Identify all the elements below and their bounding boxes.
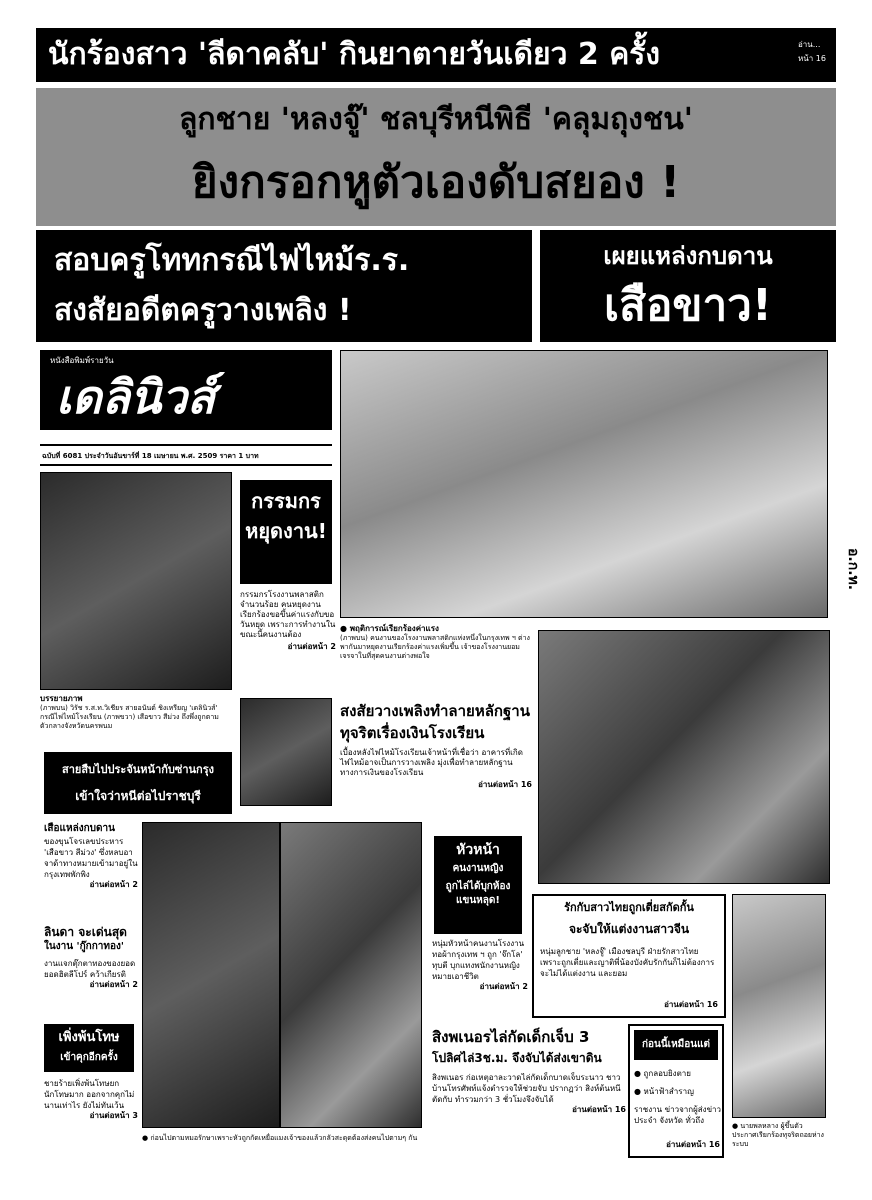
portrait-caption-text: (ภาพบน) วิรัช ร.ส.ท.วิเชียร สายอนันต์ ชิงเหรียญ 'เดลินิวส์' กรณีไฟไหม้โรงเรียน (ภาพขวา) เสือขาว สีม่วง ถึงพึ่งถูกตามตัวกลางจังหวัดนครพนม — [40, 704, 219, 730]
top-banner — [36, 28, 836, 82]
issue-text: ฉบับที่ 6081 ประจำวันอันขาร์ที่ 18 เมษายน พ.ศ. 2509 ราคา 1 บาท — [42, 452, 259, 460]
portrait-photo-man — [40, 472, 232, 690]
tiger-lead-head: เสือแหล่งกบดาน — [44, 823, 115, 834]
girl-headline-line2: เข้าคุกอีกครั้ง — [60, 1052, 118, 1063]
tiger-headline-line1: เผยแหล่งกบดาน — [603, 242, 773, 270]
portrait-caption-head: บรรยายภาพ — [40, 694, 83, 703]
tiger-lead-continued: อ่านต่อหน้า 2 — [89, 880, 138, 889]
group-caption-text: (ภาพบน) คนงานของโรงงานพลาสติกแห่งหนึ่งในกรุงเทพ ฯ ต่างพากันมาหยุดงานเรียกร้องค่าแรงเพิ่มขึ้น เจ้าของโรงงานยอมเจรจาในที่สุดคนงานต่างพอใจ — [340, 634, 530, 660]
arson-continued: อ่านต่อหน้า 16 — [478, 780, 532, 789]
love-continued: อ่านต่อหน้า 16 — [664, 1000, 718, 1009]
tiger-headline-line2: เสือขาว! — [604, 280, 772, 331]
top-banner-continued: อ่าน... หน้า 16 — [798, 40, 826, 63]
strike-headline: กรรมกร หยุดงาน! — [245, 489, 327, 543]
foreman-headline-line3: ถูกไล่ได้บุกห้องแขนหลุด! — [445, 881, 511, 906]
girl-headline-line1: เพิ่งพ้นโทษ — [58, 1030, 120, 1045]
teacher-headline-line1: สอบครูโททกรณีไฟไหม้ร.ร. — [54, 243, 410, 278]
love-headline-line2: จะจับให้แต่งงานสาวจีน — [568, 922, 690, 936]
strike-headline-box — [240, 480, 332, 584]
main-headline-line2: ยิงกรอกหูตัวเองดับสยอง ! — [191, 157, 681, 208]
masthead-tagline: หนังสือพิมพ์รายวัน — [50, 356, 114, 365]
portrait-caption — [40, 694, 232, 744]
dog-story — [432, 1026, 626, 1158]
foreman-headline-line1: หัวหน้า — [456, 842, 500, 858]
arson-story — [340, 700, 532, 820]
love-story-box — [532, 894, 726, 1018]
strike-story — [240, 590, 336, 694]
strike-continued: อ่านต่อหน้า 2 — [287, 642, 336, 651]
children-caption: ● ก่อนไปตามหมอรักษาเพราะหัวถูกกัดเหยื่อแมงเจ้าของแล้วกลัวสะดุดต้องส่งคนไปตามๆ กัน — [142, 1134, 418, 1142]
index-item-1: ● ถูกลอบยิงตาย — [634, 1069, 691, 1078]
index-continued: อ่านต่อหน้า 16 — [666, 1140, 720, 1149]
linda-body: งานแจกตุ๊กตาทองของยอดยอดฮิตลีโปร์ คว้าเกียรติ — [44, 959, 136, 979]
main-headline-box — [36, 88, 836, 226]
portrait-photo-boy — [240, 698, 332, 806]
group-caption-head: ● พฤติการณ์เรียกร้องค่าแรง — [340, 624, 439, 633]
main-headline-line1: ลูกชาย 'หลงจู๊' ชลบุรีหนีพิธี 'คลุมถุงชน' — [179, 102, 693, 137]
arson-body: เบื้องหลังไฟไหม้โรงเรียนเจ้าหน้าที่เชื่อว่า อาคารที่เกิดไฟไหม้อาจเป็นการวางเพลิง มุ่งเพื่อทำลายหลักฐานทางการเงินของโรงเรียน — [340, 748, 523, 777]
dog-headline-line1: สิงพเนอรไล่กัดเด็กเจ็บ 3 — [432, 1028, 590, 1046]
masthead-issue-line — [40, 444, 332, 466]
spy-headline-line2: เข้าใจว่าหนีต่อไปราชบุรี — [75, 789, 201, 803]
children-photo-boy — [142, 822, 280, 1128]
children-photo-girl — [280, 822, 422, 1128]
index-title: ก่อนนี้เหมือนแต่ — [634, 1030, 718, 1060]
man-photo — [732, 894, 826, 1118]
love-body: หนุ่มลูกชาย 'หลงจู๊' เมืองชลบุรี ฝ่ายรักสาวไทย เพราะถูกเตี่ยและญาติพี่น้องบังคับรักกันก็ไม่ต้องการจะไม่ได้แต่งงาน และยอม — [540, 947, 715, 978]
linda-story — [44, 924, 138, 1018]
tiger-lead-body: ของขุนโจรเลขประหาร 'เสือขาว สีม่วง' ซึ่งหลบอาจาด้าทางหมายเข้ามาอยู่ในกรุงเทพพักพิง — [44, 837, 138, 879]
girl-continued: อ่านต่อหน้า 3 — [89, 1111, 138, 1120]
love-headline-line1: รักกับสาวไทยถูกเตี่ยสกัดกั้น — [564, 901, 694, 914]
linda-headline-line1: ลินดา จะเด่นสุด — [44, 925, 127, 939]
foreman-body: หนุ่มหัวหน้าคนงานโรงงานทอผ้ากรุงเทพ ฯ ถูก 'จ๊กโล' ทุบตี บุกแทงพนักงานหญิง หมายเอาชีวิต — [432, 939, 525, 981]
foreman-story — [432, 938, 528, 1022]
dog-body: สิงพเนอร ก่อเหตุอาละวาดไล่กัดเด็กบาดเจ็บระนาว ชาวบ้านโทรศัพท์แจ้งตำรวจให้ช่วยจับ ปรากฏว่า สิงห์ต้นหนีตัดกับ ทำรวมกว่า 3 ชั่วโมงจึงจับได้ — [432, 1073, 621, 1104]
foreman-headline-box — [434, 836, 522, 934]
teacher-headline-line2: สงสัยอดีตครูวางเพลิง ! — [54, 293, 352, 328]
tiger-headline-box — [540, 230, 836, 342]
masthead-name: เดลินิวส์ — [56, 370, 216, 424]
foreman-headline-line2: คนงานหญิง — [452, 863, 504, 874]
index-item-2: ● หน้าฟ้าสำราญ — [634, 1087, 694, 1096]
side-label: อ.ก.ท. — [845, 548, 861, 591]
girl-headline-box — [44, 1024, 134, 1072]
teacher-headline-box — [36, 230, 532, 342]
man-caption: ● นายพลหลาง ผู้ขึ้นตัวประกาศเรียกร้องทุจริตถอยห่างระบบ — [732, 1122, 824, 1148]
dog-continued: อ่านต่อหน้า 16 — [572, 1105, 626, 1114]
girl-story — [44, 1078, 138, 1146]
index-item-3: ราชงาน ข่าวจากผู้ส่งข่าว ประจำ จังหวัด ทั่วถึง — [634, 1105, 722, 1125]
meeting-photo — [538, 630, 830, 884]
strike-body: กรรมกรโรงงานพลาสติกจำนวนร้อย คนหยุดงานเรียกร้องขอขึ้นค่าแรงกับขอวันหยุด เพราะการทำงานในขณะนี้คนงานต้อง — [240, 590, 336, 639]
top-banner-headline: นักร้องสาว 'ลีดาคลับ' กินยาตายวันเดียว 2 ครั้ง — [48, 37, 661, 72]
group-photo-workers — [340, 350, 828, 618]
spy-headline-box — [44, 752, 232, 814]
spy-headline-line1: สายสืบไปประจันหน้ากับซ่านกรุง — [61, 763, 214, 776]
group-caption — [340, 624, 532, 696]
arson-headline-line1: สงสัยวางเพลิงทำลายหลักฐาน — [340, 702, 530, 720]
tiger-lead-story — [44, 822, 138, 918]
foreman-continued: อ่านต่อหน้า 2 — [479, 982, 528, 991]
index-box — [628, 1024, 724, 1158]
girl-body: ชายร้ายเพิ่งพ้นโทษยกนักโทษมาก ออกจากคุกไม่นานเท่าไร ยังไม่ทันเว้น — [44, 1079, 135, 1110]
masthead — [40, 350, 332, 430]
dog-headline-line2: โปลิศไล่3ช.ม. จึงจับได้ส่งเขาดิน — [432, 1051, 602, 1065]
linda-continued: อ่านต่อหน้า 2 — [89, 980, 138, 989]
arson-headline-line2: ทุจริตเรื่องเงินโรงเรียน — [340, 724, 485, 742]
linda-headline-line2: ในงาน 'กู๊กกาทอง' — [44, 941, 124, 952]
